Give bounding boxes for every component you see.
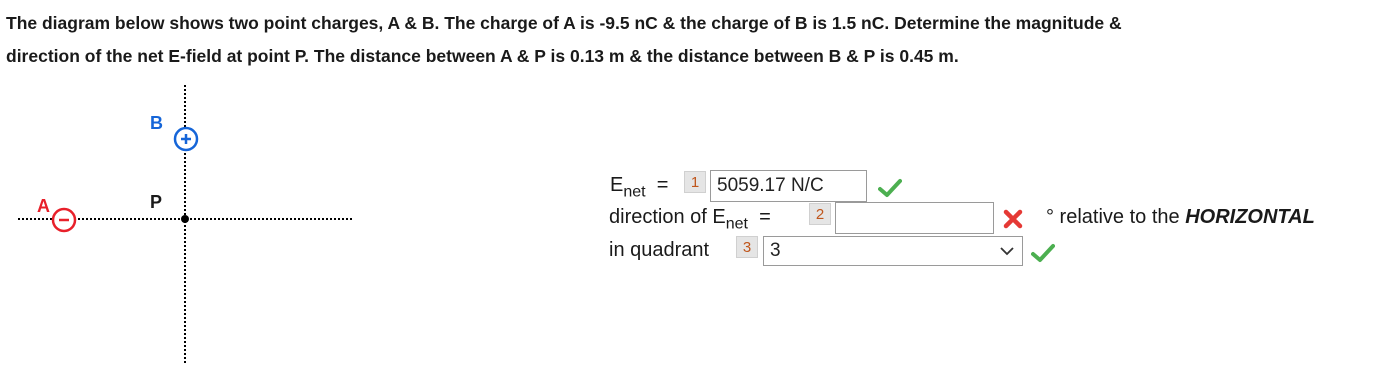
quadrant-label: in quadrant [609, 239, 710, 261]
label-a: A [37, 196, 50, 216]
quadrant-part-tag: 3 [736, 236, 758, 258]
direction-label: direction of $E_{net}$ = [609, 206, 771, 233]
charge-diagram [0, 80, 380, 369]
enet-row [608, 170, 908, 200]
direction-input[interactable] [835, 202, 994, 234]
check-icon [1031, 243, 1055, 263]
check-icon [878, 178, 902, 198]
enet-part-tag: 1 [684, 171, 706, 193]
label-p: P [150, 192, 163, 212]
quadrant-select[interactable] [763, 236, 1023, 266]
direction-suffix: ° relative to the HORIZONTAL [1046, 206, 1315, 228]
label-b: B [150, 113, 163, 133]
quadrant-row [608, 235, 1068, 265]
chevron-down-icon [1000, 246, 1014, 256]
enet-label: $E_{net}$ = [610, 174, 669, 201]
cross-icon [1003, 209, 1023, 229]
enet-input[interactable]: 5059.17 N/C [710, 170, 867, 202]
quadrant-select-value: 3 [770, 240, 781, 261]
question-line-2: direction of the net E-field at point P. The distance between A & P is 0.13 m & the distance between B & P is 0.45 m. [6, 46, 959, 66]
point-p-dot [181, 215, 189, 223]
direction-part-tag: 2 [809, 203, 831, 225]
direction-row [608, 202, 1398, 232]
question-line-1: The diagram below shows two point charges, A & B. The charge of A is -9.5 nC & the charge of B is 1.5 nC. Determine the magnitude & [6, 13, 1122, 33]
question-text [6, 7, 1391, 73]
